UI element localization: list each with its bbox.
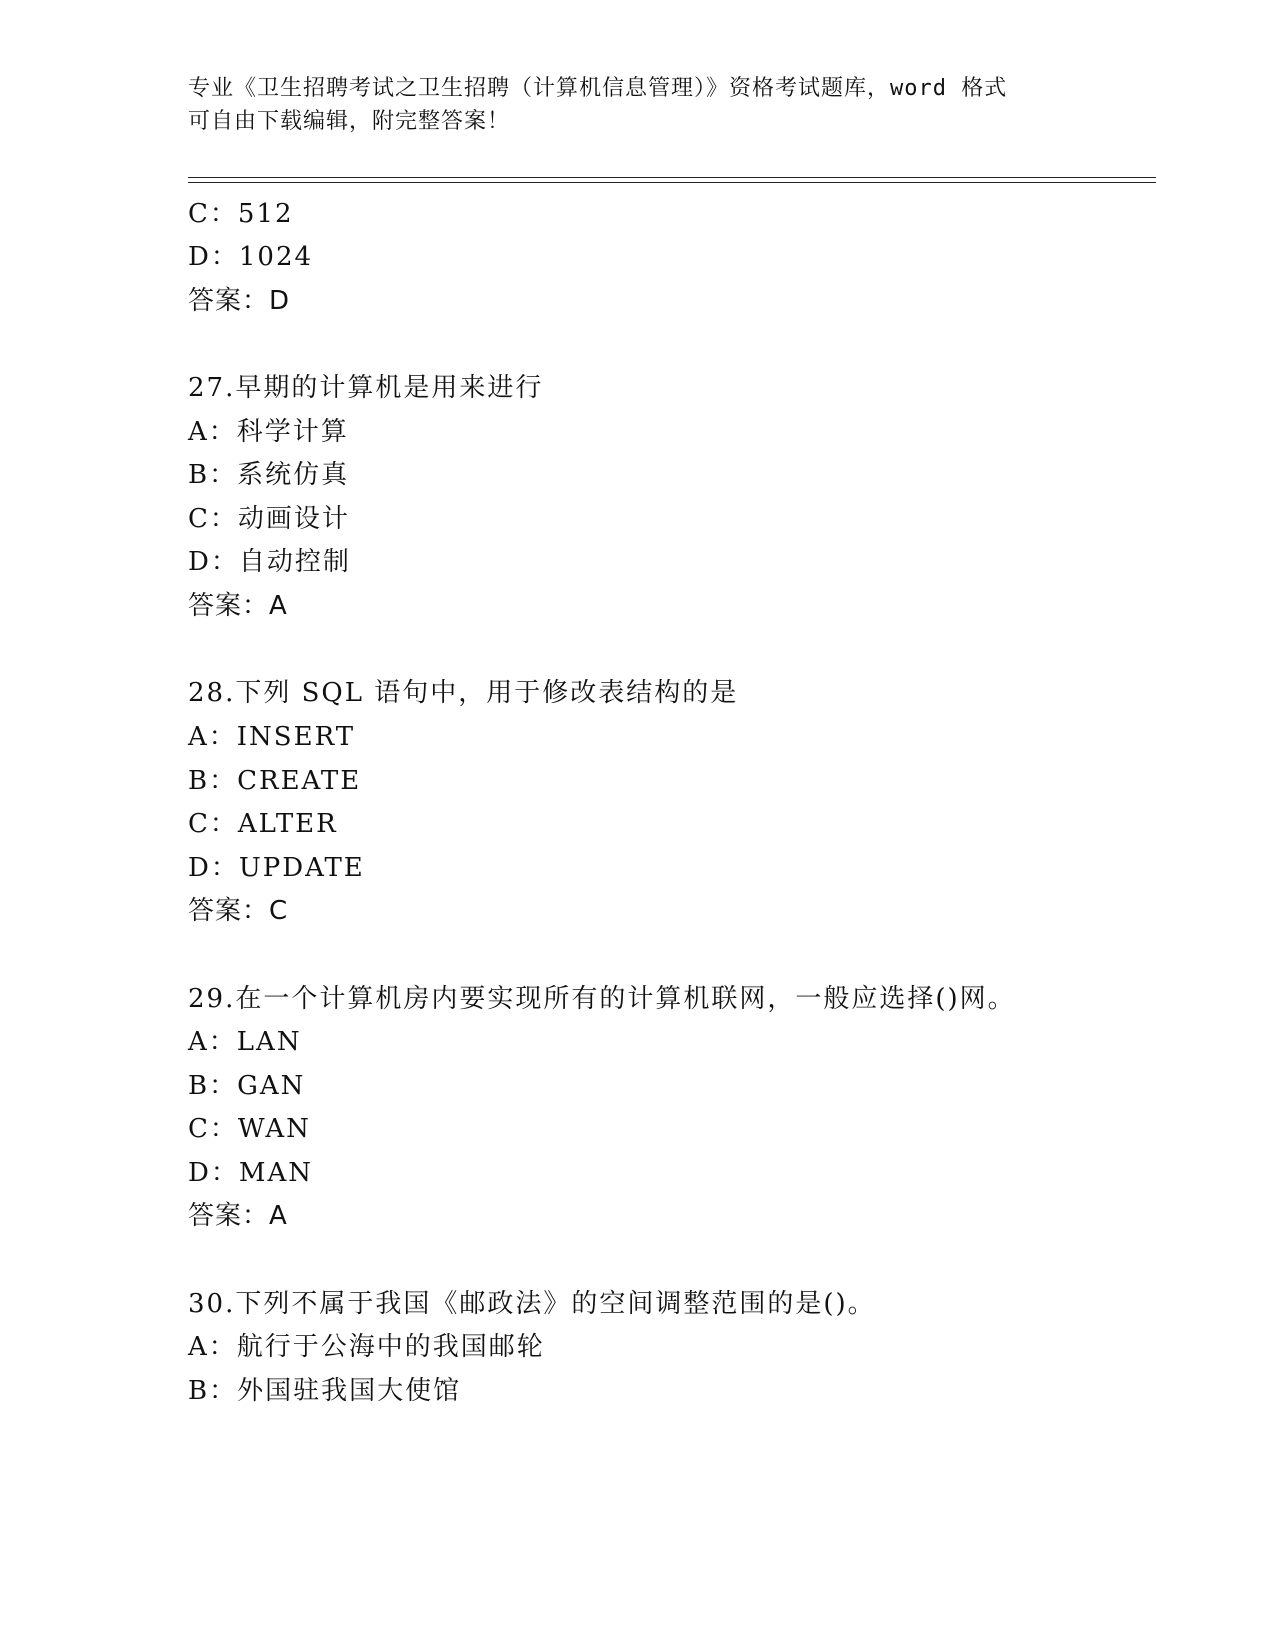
option-b: B：CREATE [188,766,362,796]
question-stem: 27.早期的计算机是用来进行 [188,373,544,403]
option-a: A：科学计算 [188,417,349,447]
option-b: B：GAN [188,1071,306,1101]
option-b: B：外国驻我国大使馆 [188,1376,462,1406]
answer-line: 答案：D [188,286,291,316]
header-divider-bottom [188,182,1156,183]
option-d: D：1024 [188,242,314,272]
answer-line: 答案：A [188,591,288,621]
answer-line: 答案：C [188,896,289,926]
option-d: D：自动控制 [188,547,351,577]
option-d: D：UPDATE [188,853,365,883]
question-stem: 30.下列不属于我国《邮政法》的空间调整范围的是()。 [188,1289,876,1319]
option-a: A：LAN [188,1027,302,1057]
option-c: C：动画设计 [188,504,350,534]
option-b: B：系统仿真 [188,460,350,490]
option-a: A：INSERT [188,722,356,752]
option-a: A：航行于公海中的我国邮轮 [188,1332,545,1362]
header-line-1: 专业《卫生招聘考试之卫生招聘（计算机信息管理）》资格考试题库，word 格式 [188,76,1008,101]
question-stem: 29.在一个计算机房内要实现所有的计算机联网，一般应选择()网。 [188,984,1016,1014]
answer-line: 答案：A [188,1201,288,1231]
header-divider-top [188,177,1156,178]
header-line-2: 可自由下载编辑，附完整答案！ [188,109,511,134]
question-stem: 28.下列 SQL 语句中，用于修改表结构的是 [188,678,739,708]
option-c: C：ALTER [188,809,338,839]
option-c: C：WAN [188,1114,311,1144]
option-d: D：MAN [188,1158,314,1188]
option-c: C：512 [188,199,294,229]
document-header [188,72,1088,138]
